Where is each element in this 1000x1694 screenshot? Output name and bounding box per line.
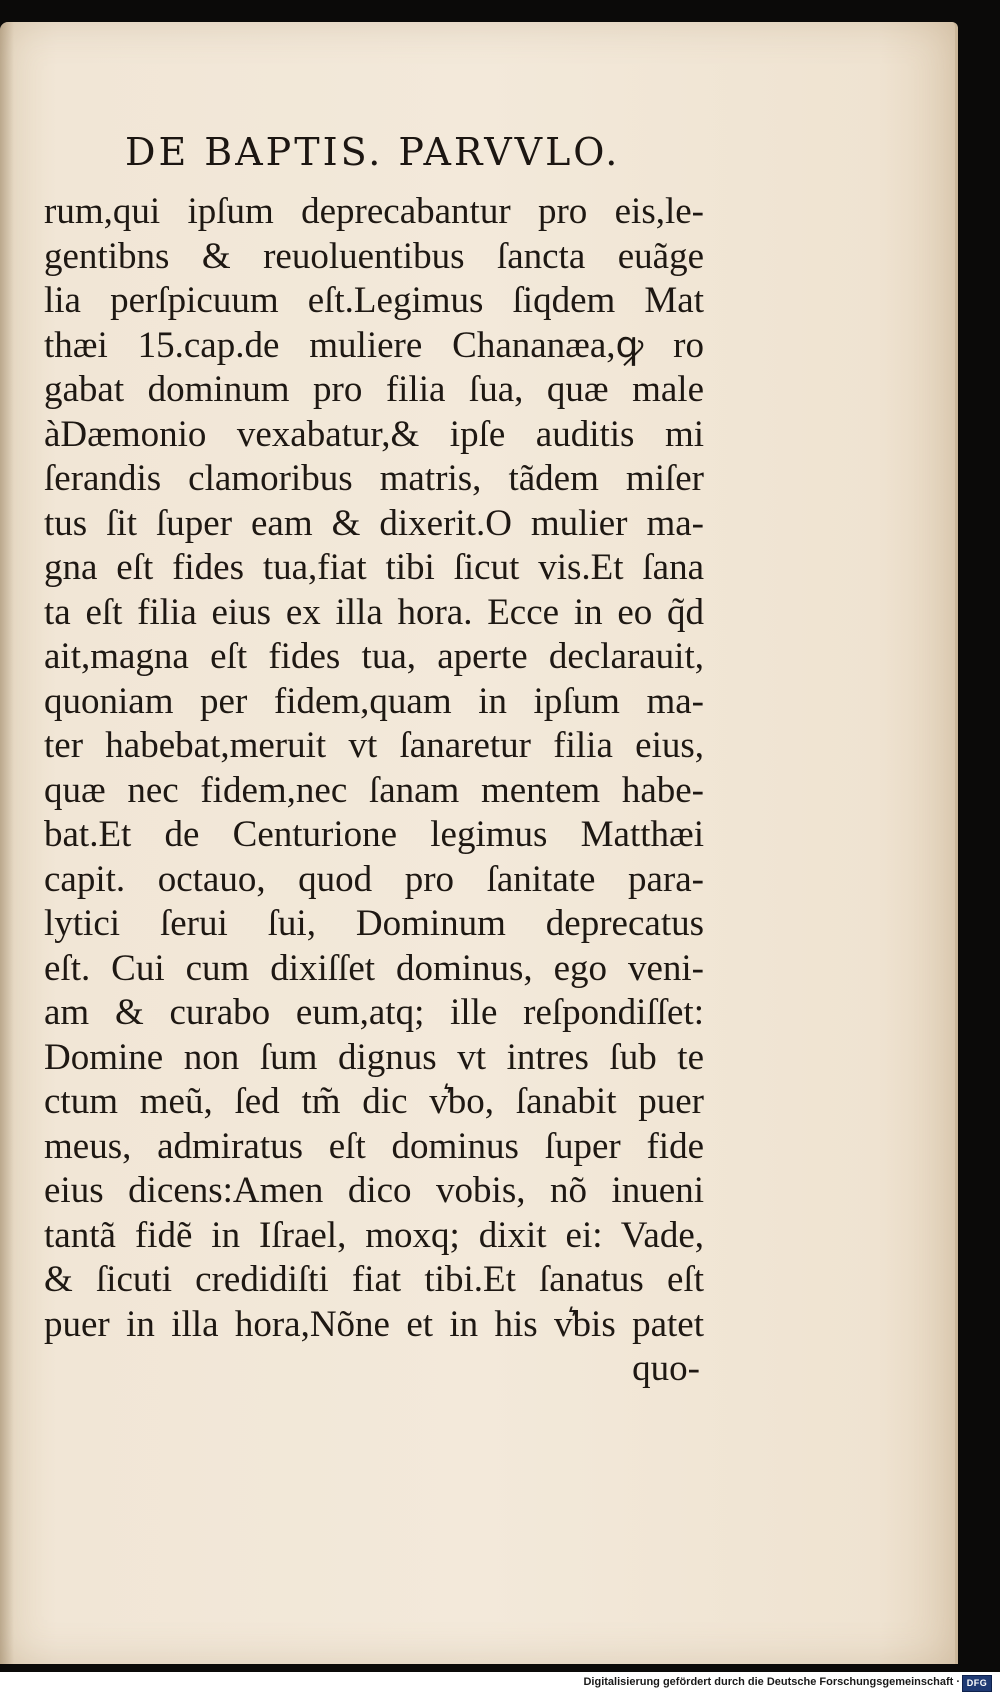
text-line: gabat dominum pro filia ſua, quæ male — [44, 369, 704, 410]
funding-credit: Digitalisierung gefördert durch die Deutsche Forschungsgemeinschaft · — [583, 1676, 960, 1688]
text-line: Domine non ſum dignus vt intres ſub te — [44, 1036, 704, 1078]
text-line: tantã fidẽ in Iſrael, moxq; dixit ei: Vade, — [44, 1214, 704, 1256]
text-line: am & curabo eum,atq; ille reſpondiſſet: — [44, 992, 704, 1033]
text-line: rum,qui ipſum deprecabantur pro eis,le- — [44, 191, 704, 232]
book-page — [0, 22, 958, 1664]
text-line: quoniam per fidem,quam in ipſum ma- — [44, 680, 704, 722]
text-line: lia perſpicuum eſt.Legimus ſiqdem Mat — [44, 280, 704, 321]
text-line: eius dicens:Amen dico vobis, nõ inueni — [44, 1170, 704, 1211]
text-line: meus, admiratus eſt dominus ſuper fide — [44, 1125, 704, 1167]
text-line: lytici ſerui ſui, Dominum deprecatus — [44, 903, 704, 944]
page-body — [44, 190, 704, 1392]
text-line: quæ nec fidem,nec ſanam mentem habe- — [44, 769, 704, 811]
running-head: DE BAPTIS. PARVVLO. — [125, 130, 621, 174]
text-line: ta eſt filia eius ex illa hora. Ecce in eo q̃d — [44, 591, 704, 633]
text-line: gentibns & reuoluentibus ſancta euãge — [44, 235, 704, 277]
catchword: quo- — [632, 1348, 700, 1389]
digitization-footer — [0, 1672, 1000, 1694]
dfg-logo-icon: DFG — [962, 1675, 992, 1692]
text-line: bat.Et de Centurione legimus Matthæi — [44, 814, 704, 855]
text-line: capit. octauo, quod pro ſanitate para- — [44, 858, 704, 900]
text-line: ait,magna eſt fides tua, aperte declarauit, — [44, 636, 704, 677]
text-line: ter habebat,meruit vt ſanaretur filia eius, — [44, 725, 704, 766]
text-line: gna eſt fides tua,fiat tibi ſicut vis.Et ſana — [44, 547, 704, 588]
text-line: eſt. Cui cum dixiſſet dominus, ego veni- — [44, 947, 704, 989]
text-line: ctum meũ, ſed tm̃ dic v͛bo, ſanabit puer — [44, 1081, 704, 1122]
text-line: ſerandis clamoribus matris, tãdem miſer — [44, 458, 704, 499]
text-line: puer in illa hora,Nõne et in his v͛bis patet — [44, 1303, 704, 1345]
text-line: & ſicuti credidiſti fiat tibi.Et ſanatus eſt — [44, 1259, 704, 1300]
text-line: tus ſit ſuper eam & dixerit.O mulier ma- — [44, 502, 704, 544]
text-line: àDæmonio vexabatur,& ipſe auditis mi — [44, 413, 704, 455]
text-line: thæi 15.cap.de muliere Chananæa,ꝙ ro — [44, 324, 704, 366]
